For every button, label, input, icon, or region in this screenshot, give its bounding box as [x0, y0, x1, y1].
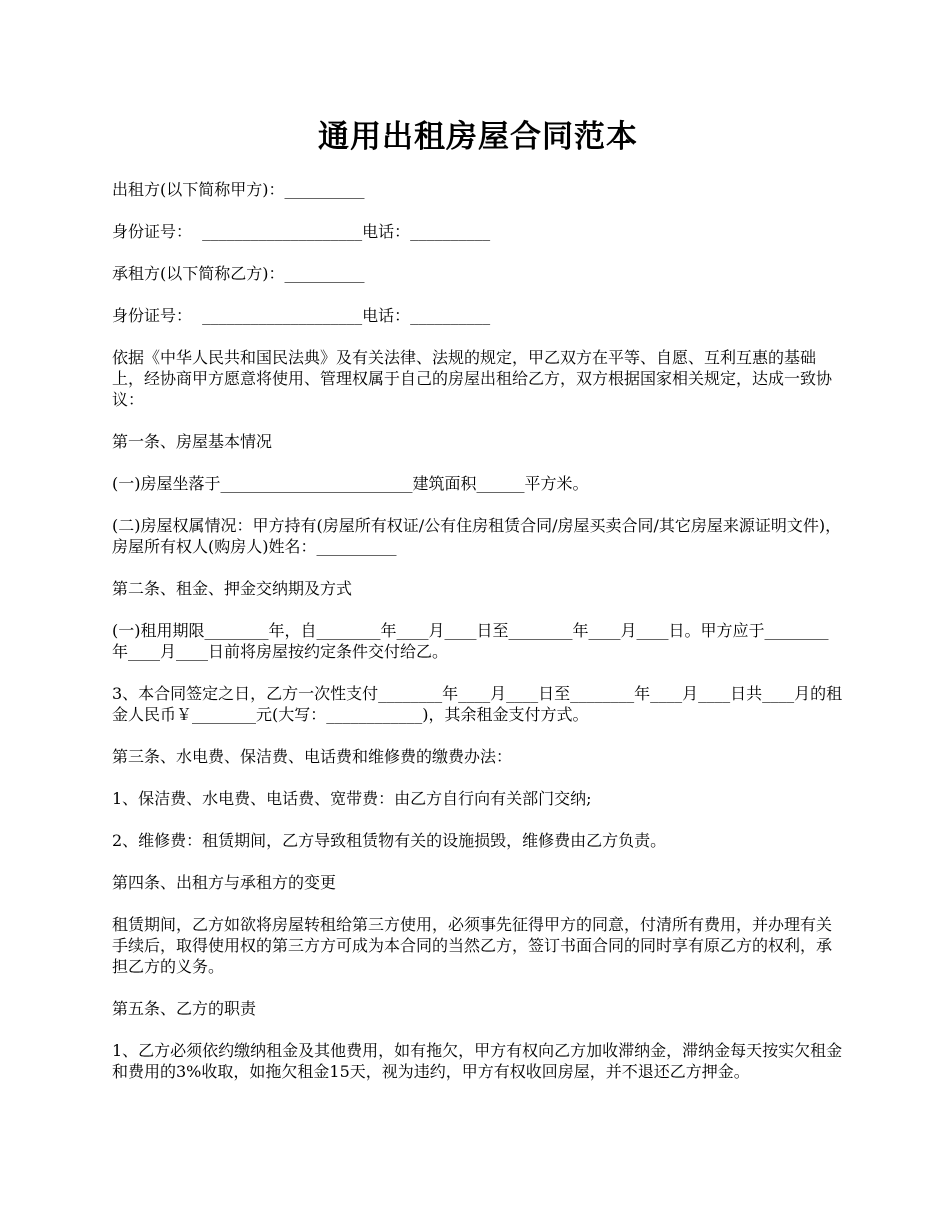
- property-ownership-clause: (二)房屋权属情况：甲方持有(房屋所有权证/公有住房租赁合同/房屋买卖合同/其它房屋来源证明文件)，房屋所有权人(购房人)姓名：__________: [112, 516, 842, 556]
- document-title: 通用出租房屋合同范本: [318, 119, 638, 155]
- lessor-id-phone-line: 身份证号： ____________________电话：__________: [112, 222, 491, 241]
- article-1-heading: 第一条、房屋基本情况: [112, 432, 273, 451]
- preamble-paragraph: 依据《中华人民共和国民法典》及有关法律、法规的规定，甲乙双方在平等、自愿、互利互惠的基础上，经协商甲方愿意将使用、管理权属于自己的房屋出租给乙方，双方根据国家相关规定，达成一致协议：: [112, 348, 833, 409]
- article-4-heading: 第四条、出租方与承租方的变更: [112, 873, 337, 892]
- repair-fees-clause: 2、维修费：租赁期间，乙方导致租赁物有关的设施损毁，维修费由乙方负责。: [112, 831, 667, 850]
- lease-term-clause: (一)租用期限________年，自________年____月____日至________年____月____日。甲方应于________年____月____日前将房屋按约定条件交付给乙。: [112, 621, 829, 661]
- utility-fees-clause: 1、保洁费、水电费、电话费、宽带费：由乙方自行向有关部门交纳;: [112, 789, 592, 808]
- article-2-heading: 第二条、租金、押金交纳期及方式: [112, 579, 353, 598]
- lessee-name-line: 承租方(以下简称乙方)：__________: [112, 264, 365, 283]
- lessor-name-line: 出租方(以下简称甲方)：__________: [112, 180, 365, 199]
- lessee-id-phone-line: 身份证号： ____________________电话：__________: [112, 306, 491, 325]
- rent-payment-clause: 3、本合同签定之日，乙方一次性支付________年____月____日至________年____月____日共____月的租金人民币￥________元(大写：____________)，其余租金支付方式。: [112, 684, 843, 724]
- lessee-duty-clause: 1、乙方必须依约缴纳租金及其他费用，如有拖欠，甲方有权向乙方加收滞纳金，滞纳金每天按实欠租金和费用的3%收取，如拖欠租金15天，视为违约，甲方有权收回房屋，并不退还乙方押金。: [112, 1041, 843, 1081]
- article-3-heading: 第三条、水电费、保洁费、电话费和维修费的缴费办法：: [112, 747, 513, 766]
- property-location-clause: (一)房屋坐落于________________________建筑面积______平方米。: [112, 474, 589, 493]
- article-5-heading: 第五条、乙方的职责: [112, 999, 257, 1018]
- sublease-clause: 租赁期间，乙方如欲将房屋转租给第三方使用，必须事先征得甲方的同意，付清所有费用，并办理有关手续后，取得使用权的第三方方可成为本合同的当然乙方，签订书面合同的同时享有原乙方的权利，承担乙方的义务。: [112, 915, 833, 976]
